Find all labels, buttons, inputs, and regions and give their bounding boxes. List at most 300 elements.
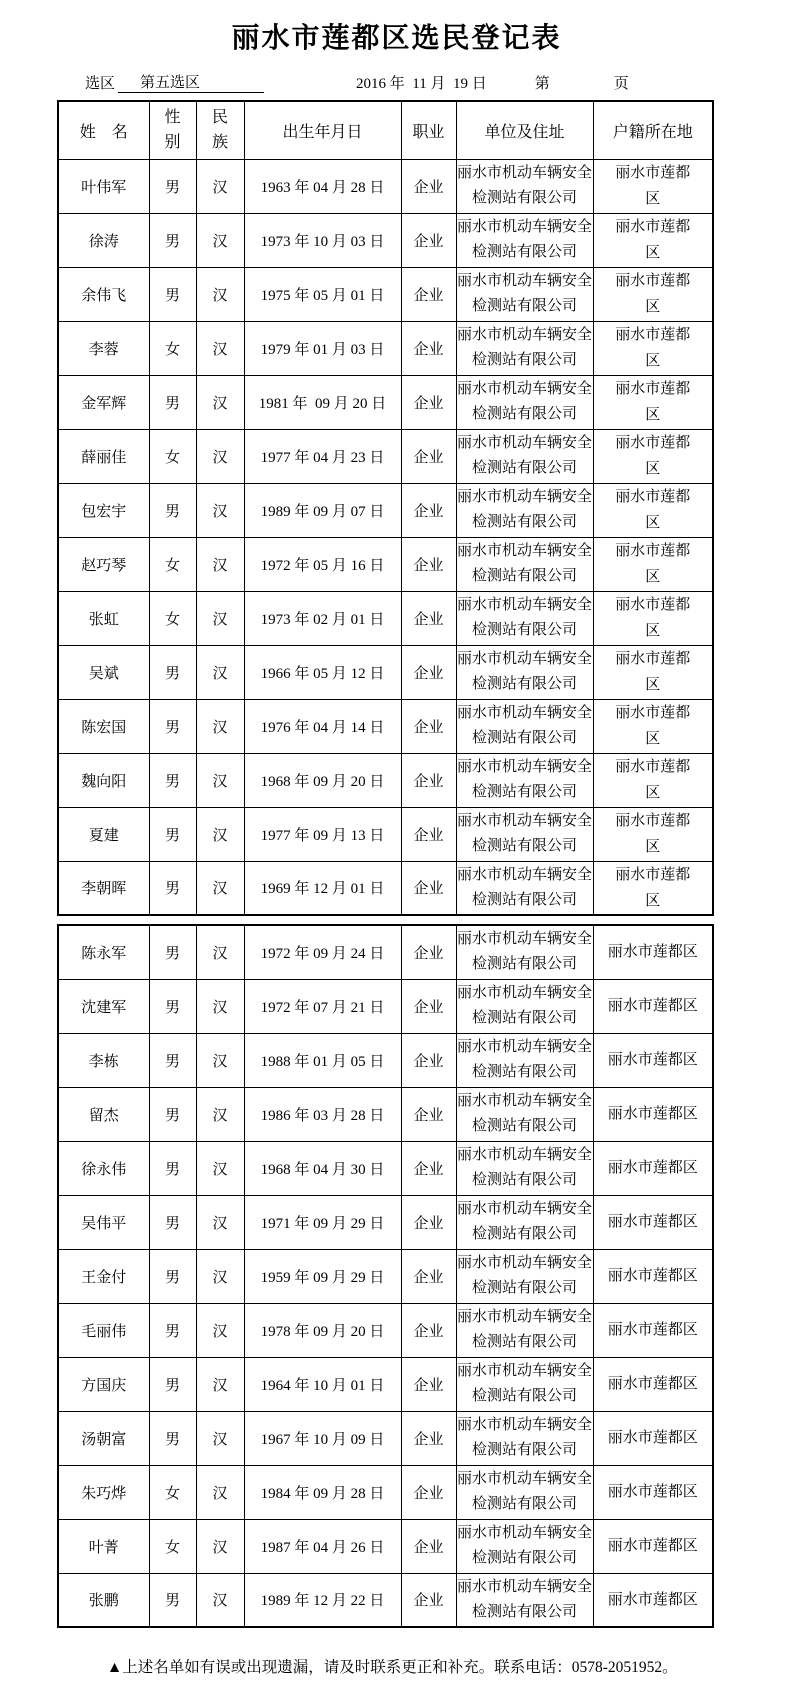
- cell-ethnicity: 汉: [196, 925, 244, 979]
- cell-line: 丽水市机动车辆安全: [456, 985, 592, 1001]
- cell-line: 区: [645, 245, 661, 261]
- cell-line: 区: [645, 461, 661, 477]
- header-birthdate: 出生年月日: [244, 101, 401, 159]
- cell-name: 徐永伟: [58, 1141, 149, 1195]
- cell-birthdate: 1973 年 10 月 03 日: [244, 213, 401, 267]
- cell-ethnicity: 汉: [196, 753, 244, 807]
- cell-line: 丽水市机动车辆安全: [456, 866, 592, 883]
- cell-ethnicity: 汉: [196, 1411, 244, 1465]
- cell-occupation: 企业: [401, 1465, 456, 1519]
- cell-line: 丽水市莲都区: [607, 1591, 698, 1608]
- cell-residence: [593, 1087, 713, 1141]
- cell-unit: [456, 1195, 593, 1249]
- header-gender: 性 别: [149, 101, 196, 159]
- cell-occupation: 企业: [401, 1195, 456, 1249]
- cell-line: 丽水市机动车辆安全: [456, 219, 592, 235]
- cell-residence: [593, 1033, 713, 1087]
- cell-residence: [593, 1357, 713, 1411]
- cell-residence: [593, 861, 713, 915]
- cell-line: 区: [645, 892, 661, 909]
- cell-birthdate: 1964 年 10 月 01 日: [244, 1357, 401, 1411]
- cell-birthdate: 1989 年 09 月 07 日: [244, 483, 401, 537]
- cell-line: 丽水市机动车辆安全: [456, 651, 592, 667]
- cell-birthdate: 1976 年 04 月 14 日: [244, 699, 401, 753]
- cell-gender: 男: [149, 1195, 196, 1249]
- table-row: [58, 1411, 713, 1465]
- cell-gender: 男: [149, 1411, 196, 1465]
- cell-ethnicity: 汉: [196, 591, 244, 645]
- cell-unit: [456, 213, 593, 267]
- cell-unit: [456, 1087, 593, 1141]
- cell-name: 叶伟军: [58, 159, 149, 213]
- cell-name: 毛丽伟: [58, 1303, 149, 1357]
- table-row: [58, 1519, 713, 1573]
- cell-ethnicity: 汉: [196, 645, 244, 699]
- cell-ethnicity: 汉: [196, 1519, 244, 1573]
- cell-line: 丽水市机动车辆安全: [456, 1093, 592, 1109]
- register-date: 2016 年 11 月 19 日: [356, 76, 487, 92]
- cell-residence: [593, 267, 713, 321]
- cell-birthdate: 1986 年 03 月 28 日: [244, 1087, 401, 1141]
- cell-birthdate: 1959 年 09 月 29 日: [244, 1249, 401, 1303]
- cell-line: 检测站有限公司: [471, 838, 577, 854]
- page-number-prefix: 第: [534, 76, 550, 92]
- cell-ethnicity: 汉: [196, 861, 244, 915]
- cell-occupation: 企业: [401, 159, 456, 213]
- cell-ethnicity: 汉: [196, 1087, 244, 1141]
- cell-occupation: 企业: [401, 267, 456, 321]
- district-value: 第五选区: [118, 71, 264, 93]
- cell-unit: [456, 753, 593, 807]
- cell-line: 检测站有限公司: [471, 1550, 577, 1566]
- cell-line: 丽水市莲都: [615, 651, 691, 667]
- cell-residence: [593, 321, 713, 375]
- cell-gender: 男: [149, 483, 196, 537]
- cell-residence: [593, 159, 713, 213]
- cell-birthdate: 1972 年 05 月 16 日: [244, 537, 401, 591]
- cell-birthdate: 1977 年 04 月 23 日: [244, 429, 401, 483]
- cell-line: 区: [645, 299, 661, 315]
- cell-ethnicity: 汉: [196, 213, 244, 267]
- cell-birthdate: 1979 年 01 月 03 日: [244, 321, 401, 375]
- cell-birthdate: 1984 年 09 月 28 日: [244, 1465, 401, 1519]
- cell-line: 检测站有限公司: [471, 352, 577, 368]
- cell-occupation: 企业: [401, 375, 456, 429]
- cell-line: 检测站有限公司: [471, 1064, 577, 1080]
- table-row: [58, 1087, 713, 1141]
- cell-name: 张鹏: [58, 1573, 149, 1627]
- cell-name: 陈宏国: [58, 699, 149, 753]
- cell-gender: 男: [149, 213, 196, 267]
- cell-birthdate: 1966 年 05 月 12 日: [244, 645, 401, 699]
- cell-occupation: 企业: [401, 753, 456, 807]
- cell-residence: [593, 1465, 713, 1519]
- cell-gender: 男: [149, 861, 196, 915]
- table-row: [58, 267, 713, 321]
- cell-line: 检测站有限公司: [471, 460, 577, 476]
- table-row: [58, 483, 713, 537]
- cell-occupation: 企业: [401, 1519, 456, 1573]
- cell-birthdate: 1973 年 02 月 01 日: [244, 591, 401, 645]
- cell-occupation: 企业: [401, 925, 456, 979]
- cell-occupation: 企业: [401, 321, 456, 375]
- cell-gender: 女: [149, 429, 196, 483]
- cell-line: 检测站有限公司: [471, 730, 577, 746]
- cell-gender: 男: [149, 375, 196, 429]
- cell-residence: [593, 925, 713, 979]
- cell-line: 丽水市机动车辆安全: [456, 1255, 592, 1271]
- cell-name: 汤朝富: [58, 1411, 149, 1465]
- table-row: [58, 375, 713, 429]
- cell-ethnicity: 汉: [196, 483, 244, 537]
- cell-gender: 男: [149, 979, 196, 1033]
- cell-line: 检测站有限公司: [471, 891, 577, 908]
- cell-name: 李栋: [58, 1033, 149, 1087]
- cell-line: 丽水市机动车辆安全: [456, 327, 592, 343]
- table-header-row: [58, 101, 713, 159]
- table-row: [58, 861, 713, 915]
- cell-line: 丽水市莲都区: [607, 1268, 698, 1284]
- page-title: 丽水市莲都区选民登记表: [231, 23, 562, 54]
- cell-line: 区: [645, 569, 661, 585]
- cell-unit: [456, 591, 593, 645]
- cell-line: 区: [645, 353, 661, 369]
- cell-name: 张虹: [58, 591, 149, 645]
- cell-residence: [593, 645, 713, 699]
- cell-gender: 男: [149, 753, 196, 807]
- cell-line: 区: [645, 407, 661, 423]
- cell-residence: [593, 807, 713, 861]
- table-row: [58, 1249, 713, 1303]
- cell-unit: [456, 429, 593, 483]
- cell-ethnicity: 汉: [196, 1303, 244, 1357]
- table-row: [58, 591, 713, 645]
- cell-line: 区: [645, 623, 661, 639]
- cell-name: 薛丽佳: [58, 429, 149, 483]
- cell-occupation: 企业: [401, 537, 456, 591]
- cell-occupation: 企业: [401, 591, 456, 645]
- cell-gender: 男: [149, 159, 196, 213]
- cell-line: 丽水市莲都: [615, 597, 691, 613]
- header-name: 姓 名: [58, 101, 149, 159]
- cell-line: 丽水市莲都区: [607, 1106, 698, 1122]
- footer-note: [57, 1637, 712, 1695]
- cell-residence: [593, 1141, 713, 1195]
- cell-ethnicity: 汉: [196, 1249, 244, 1303]
- cell-name: 陈永军: [58, 925, 149, 979]
- cell-line: 检测站有限公司: [471, 1442, 577, 1458]
- cell-line: 丽水市莲都: [615, 813, 691, 829]
- cell-name: 余伟飞: [58, 267, 149, 321]
- cell-ethnicity: 汉: [196, 321, 244, 375]
- cell-line: 丽水市机动车辆安全: [456, 813, 592, 829]
- cell-name: 朱巧烨: [58, 1465, 149, 1519]
- table-row: [58, 699, 713, 753]
- table-row: [58, 1303, 713, 1357]
- table-row: [58, 645, 713, 699]
- cell-occupation: 企业: [401, 1357, 456, 1411]
- cell-line: 检测站有限公司: [471, 244, 577, 260]
- cell-ethnicity: 汉: [196, 375, 244, 429]
- cell-ethnicity: 汉: [196, 1357, 244, 1411]
- cell-unit: [456, 1411, 593, 1465]
- cell-occupation: 企业: [401, 213, 456, 267]
- cell-ethnicity: 汉: [196, 1573, 244, 1627]
- table-row: [58, 807, 713, 861]
- cell-ethnicity: 汉: [196, 807, 244, 861]
- cell-residence: [593, 753, 713, 807]
- cell-line: 检测站有限公司: [471, 1603, 577, 1620]
- table-row: [58, 979, 713, 1033]
- cell-ethnicity: 汉: [196, 979, 244, 1033]
- cell-unit: [456, 645, 593, 699]
- cell-name: 赵巧琴: [58, 537, 149, 591]
- cell-line: 丽水市机动车辆安全: [456, 543, 592, 559]
- cell-gender: 男: [149, 699, 196, 753]
- cell-ethnicity: 汉: [196, 1195, 244, 1249]
- cell-unit: [456, 1303, 593, 1357]
- cell-gender: 男: [149, 807, 196, 861]
- cell-line: 区: [645, 731, 661, 747]
- cell-residence: [593, 375, 713, 429]
- meta-line: [57, 69, 712, 93]
- table-row: [58, 537, 713, 591]
- cell-line: 检测站有限公司: [471, 1496, 577, 1512]
- cell-occupation: 企业: [401, 699, 456, 753]
- cell-name: 夏建: [58, 807, 149, 861]
- cell-name: 留杰: [58, 1087, 149, 1141]
- cell-unit: [456, 1465, 593, 1519]
- cell-line: 丽水市莲都: [615, 866, 691, 883]
- cell-birthdate: 1963 年 04 月 28 日: [244, 159, 401, 213]
- cell-occupation: 企业: [401, 483, 456, 537]
- district-label: 选区: [85, 76, 116, 92]
- cell-line: 丽水市莲都: [615, 543, 691, 559]
- cell-line: 丽水市机动车辆安全: [456, 435, 592, 451]
- cell-occupation: 企业: [401, 1033, 456, 1087]
- cell-line: 丽水市机动车辆安全: [456, 1039, 592, 1055]
- cell-line: 检测站有限公司: [471, 1280, 577, 1296]
- cell-gender: 男: [149, 1249, 196, 1303]
- table-row: [58, 1033, 713, 1087]
- cell-line: 丽水市机动车辆安全: [456, 1309, 592, 1325]
- cell-ethnicity: 汉: [196, 699, 244, 753]
- cell-unit: [456, 1249, 593, 1303]
- cell-occupation: 企业: [401, 1141, 456, 1195]
- cell-line: 丽水市机动车辆安全: [456, 1147, 592, 1163]
- header-occupation: 职业: [401, 101, 456, 159]
- cell-line: 丽水市机动车辆安全: [456, 273, 592, 289]
- cell-line: 丽水市莲都: [615, 759, 691, 775]
- footer-text: 上述名单如有误或出现遗漏，请及时联系更正和补充。联系电话：0578-2051952。: [122, 1659, 678, 1676]
- cell-ethnicity: 汉: [196, 267, 244, 321]
- cell-line: 丽水市莲都区: [607, 1538, 698, 1554]
- cell-gender: 男: [149, 1303, 196, 1357]
- cell-name: 徐涛: [58, 213, 149, 267]
- cell-line: 检测站有限公司: [471, 1118, 577, 1134]
- cell-line: 丽水市莲都区: [607, 1376, 698, 1392]
- cell-line: 丽水市莲都区: [607, 1160, 698, 1176]
- cell-residence: [593, 979, 713, 1033]
- cell-gender: 男: [149, 645, 196, 699]
- cell-line: 检测站有限公司: [471, 406, 577, 422]
- cell-name: 魏向阳: [58, 753, 149, 807]
- cell-line: 丽水市莲都区: [607, 944, 698, 961]
- cell-line: 检测站有限公司: [471, 298, 577, 314]
- cell-residence: [593, 1195, 713, 1249]
- cell-line: 丽水市机动车辆安全: [456, 1525, 592, 1541]
- cell-occupation: 企业: [401, 1249, 456, 1303]
- cell-line: 丽水市机动车辆安全: [456, 1471, 592, 1487]
- table-row: [58, 1357, 713, 1411]
- cell-unit: [456, 699, 593, 753]
- cell-gender: 女: [149, 591, 196, 645]
- cell-occupation: 企业: [401, 1303, 456, 1357]
- cell-unit: [456, 807, 593, 861]
- cell-name: 吴伟平: [58, 1195, 149, 1249]
- cell-gender: 男: [149, 1087, 196, 1141]
- cell-name: 李蓉: [58, 321, 149, 375]
- cell-occupation: 企业: [401, 861, 456, 915]
- cell-birthdate: 1975 年 05 月 01 日: [244, 267, 401, 321]
- table-row: [58, 429, 713, 483]
- cell-line: 区: [645, 677, 661, 693]
- cell-gender: 女: [149, 1519, 196, 1573]
- cell-gender: 男: [149, 1141, 196, 1195]
- cell-ethnicity: 汉: [196, 1141, 244, 1195]
- table-row: [58, 925, 713, 979]
- cell-name: 包宏宇: [58, 483, 149, 537]
- cell-birthdate: 1969 年 12 月 01 日: [244, 861, 401, 915]
- cell-line: 检测站有限公司: [471, 622, 577, 638]
- cell-residence: [593, 1573, 713, 1627]
- cell-birthdate: 1972 年 09 月 24 日: [244, 925, 401, 979]
- cell-ethnicity: 汉: [196, 159, 244, 213]
- cell-residence: [593, 537, 713, 591]
- cell-unit: [456, 375, 593, 429]
- cell-occupation: 企业: [401, 807, 456, 861]
- cell-ethnicity: 汉: [196, 1465, 244, 1519]
- page-number-suffix: 页: [613, 76, 629, 92]
- cell-birthdate: 1977 年 09 月 13 日: [244, 807, 401, 861]
- cell-line: 丽水市莲都: [615, 219, 691, 235]
- cell-residence: [593, 1519, 713, 1573]
- cell-line: 丽水市莲都区: [607, 1430, 698, 1446]
- cell-line: 丽水市机动车辆安全: [456, 705, 592, 721]
- cell-unit: [456, 159, 593, 213]
- cell-line: 检测站有限公司: [471, 190, 577, 206]
- cell-unit: [456, 537, 593, 591]
- table-row: [58, 321, 713, 375]
- cell-line: 检测站有限公司: [471, 1226, 577, 1242]
- cell-line: 丽水市莲都区: [607, 998, 698, 1014]
- cell-occupation: 企业: [401, 429, 456, 483]
- cell-residence: [593, 1249, 713, 1303]
- cell-birthdate: 1989 年 12 月 22 日: [244, 1573, 401, 1627]
- cell-line: 区: [645, 191, 661, 207]
- cell-line: 区: [645, 839, 661, 855]
- table-row: [58, 753, 713, 807]
- cell-line: 检测站有限公司: [471, 956, 577, 973]
- table-row: [58, 1465, 713, 1519]
- cell-gender: 女: [149, 537, 196, 591]
- cell-ethnicity: 汉: [196, 429, 244, 483]
- cell-line: 丽水市机动车辆安全: [456, 381, 592, 397]
- cell-name: 金军辉: [58, 375, 149, 429]
- cell-residence: [593, 1303, 713, 1357]
- cell-name: 叶菁: [58, 1519, 149, 1573]
- cell-name: 沈建军: [58, 979, 149, 1033]
- cell-line: 检测站有限公司: [471, 568, 577, 584]
- cell-ethnicity: 汉: [196, 1033, 244, 1087]
- cell-line: 丽水市莲都区: [607, 1484, 698, 1500]
- cell-birthdate: 1978 年 09 月 20 日: [244, 1303, 401, 1357]
- cell-birthdate: 1967 年 10 月 09 日: [244, 1411, 401, 1465]
- cell-occupation: 企业: [401, 1573, 456, 1627]
- cell-unit: [456, 861, 593, 915]
- cell-gender: 男: [149, 1033, 196, 1087]
- cell-line: 检测站有限公司: [471, 784, 577, 800]
- cell-line: 丽水市机动车辆安全: [456, 759, 592, 775]
- cell-line: 丽水市莲都: [615, 381, 691, 397]
- cell-name: 方国庆: [58, 1357, 149, 1411]
- voter-table-2: [57, 924, 714, 1628]
- cell-gender: 男: [149, 267, 196, 321]
- cell-line: 丽水市机动车辆安全: [456, 1417, 592, 1433]
- cell-birthdate: 1968 年 09 月 20 日: [244, 753, 401, 807]
- cell-birthdate: 1981 年 09 月 20 日: [244, 375, 401, 429]
- cell-line: 丽水市机动车辆安全: [456, 597, 592, 613]
- cell-unit: [456, 1033, 593, 1087]
- cell-unit: [456, 1519, 593, 1573]
- table-row: [58, 1195, 713, 1249]
- table-row: [58, 159, 713, 213]
- cell-line: 丽水市莲都: [615, 273, 691, 289]
- cell-unit: [456, 321, 593, 375]
- cell-line: 检测站有限公司: [471, 514, 577, 530]
- voter-table-1: [57, 100, 714, 916]
- header-residence: 户籍所在地: [593, 101, 713, 159]
- cell-line: 丽水市莲都: [615, 165, 691, 181]
- cell-residence: [593, 591, 713, 645]
- cell-line: 检测站有限公司: [471, 1334, 577, 1350]
- cell-unit: [456, 925, 593, 979]
- cell-birthdate: 1987 年 04 月 26 日: [244, 1519, 401, 1573]
- table-row: [58, 213, 713, 267]
- cell-gender: 男: [149, 925, 196, 979]
- cell-unit: [456, 483, 593, 537]
- cell-gender: 男: [149, 1357, 196, 1411]
- cell-line: 丽水市莲都区: [607, 1214, 698, 1230]
- cell-birthdate: 1971 年 09 月 29 日: [244, 1195, 401, 1249]
- cell-residence: [593, 1411, 713, 1465]
- cell-residence: [593, 699, 713, 753]
- cell-line: 丽水市莲都: [615, 489, 691, 505]
- cell-gender: 男: [149, 1573, 196, 1627]
- cell-line: 检测站有限公司: [471, 1172, 577, 1188]
- cell-line: 检测站有限公司: [471, 1010, 577, 1026]
- cell-occupation: 企业: [401, 979, 456, 1033]
- cell-name: 李朝晖: [58, 861, 149, 915]
- cell-line: 丽水市莲都: [615, 435, 691, 451]
- cell-occupation: 企业: [401, 1411, 456, 1465]
- cell-line: 丽水市机动车辆安全: [456, 1578, 592, 1595]
- cell-line: 丽水市莲都区: [607, 1052, 698, 1068]
- cell-line: 检测站有限公司: [471, 1388, 577, 1404]
- cell-unit: [456, 267, 593, 321]
- cell-line: 丽水市机动车辆安全: [456, 165, 592, 181]
- cell-residence: [593, 429, 713, 483]
